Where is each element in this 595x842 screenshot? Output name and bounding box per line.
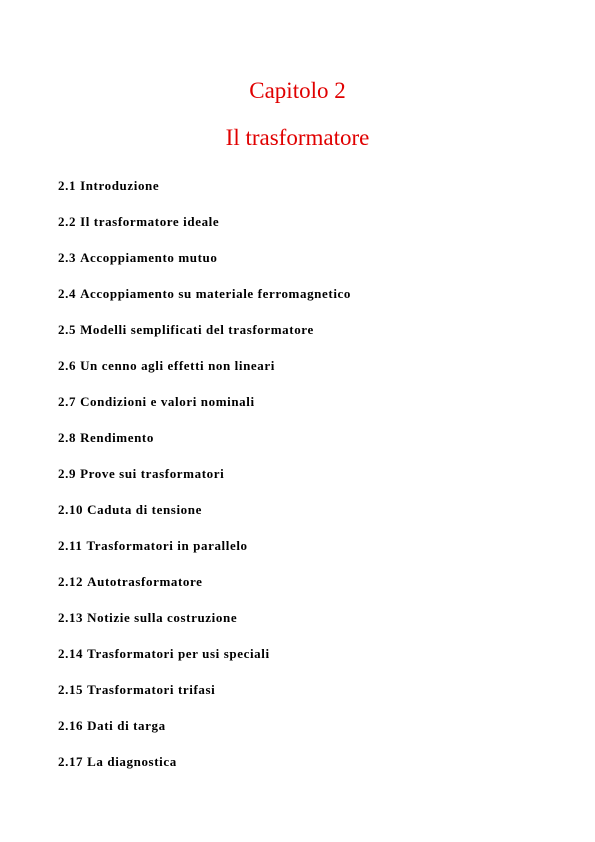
toc-item-number: 2.14	[58, 646, 84, 661]
toc-item-title: La diagnostica	[87, 754, 177, 769]
toc-item-title: Rendimento	[80, 430, 154, 445]
toc-item[interactable]	[58, 574, 351, 610]
toc-item-title: Modelli semplificati del trasformatore	[80, 322, 314, 337]
toc-item-title: Trasformatori per usi speciali	[87, 646, 270, 661]
toc-item-number: 2.9	[58, 466, 77, 481]
toc-item-number: 2.6	[58, 358, 77, 373]
toc-item[interactable]	[58, 358, 351, 394]
toc-item[interactable]	[58, 646, 351, 682]
toc-item-title: Un cenno agli effetti non lineari	[80, 358, 275, 373]
toc-item-number: 2.7	[58, 394, 77, 409]
toc-item-number: 2.15	[58, 682, 84, 697]
toc-item[interactable]	[58, 178, 351, 214]
toc-item-title: Il trasformatore ideale	[80, 214, 220, 229]
toc-item-title: Accoppiamento su materiale ferromagnetico	[80, 286, 351, 301]
toc-item-title: Dati di targa	[87, 718, 166, 733]
toc-item-title: Trasformatori in parallelo	[86, 538, 248, 553]
toc-item-number: 2.2	[58, 214, 77, 229]
toc-item[interactable]	[58, 754, 351, 790]
toc-item-title: Accoppiamento mutuo	[80, 250, 218, 265]
toc-item-title: Notizie sulla costruzione	[87, 610, 238, 625]
toc-item-number: 2.10	[58, 502, 84, 517]
toc-item-number: 2.5	[58, 322, 77, 337]
toc-item[interactable]	[58, 502, 351, 538]
toc-item-title: Trasformatori trifasi	[87, 682, 216, 697]
chapter-number: Capitolo 2	[249, 78, 346, 103]
toc-item-number: 2.12	[58, 574, 84, 589]
toc-item-title: Prove sui trasformatori	[80, 466, 225, 481]
toc-item-number: 2.4	[58, 286, 77, 301]
toc-item-number: 2.8	[58, 430, 77, 445]
toc-item-number: 2.16	[58, 718, 84, 733]
toc-item[interactable]	[58, 322, 351, 358]
toc-item-title: Condizioni e valori nominali	[80, 394, 255, 409]
toc-item[interactable]	[58, 250, 351, 286]
toc-item[interactable]	[58, 538, 351, 574]
toc-item-number: 2.13	[58, 610, 84, 625]
toc-item-title: Autotrasformatore	[87, 574, 203, 589]
chapter-title: Il trasformatore	[225, 125, 370, 150]
toc-item[interactable]	[58, 394, 351, 430]
toc-item-number: 2.11	[58, 538, 83, 553]
toc-item-number: 2.17	[58, 754, 84, 769]
toc-item-title: Introduzione	[80, 178, 160, 193]
toc-item[interactable]	[58, 466, 351, 502]
toc-item[interactable]	[58, 610, 351, 646]
toc-item-number: 2.1	[58, 178, 77, 193]
toc-item[interactable]	[58, 718, 351, 754]
toc-item-number: 2.3	[58, 250, 77, 265]
table-of-contents	[58, 178, 351, 790]
toc-item[interactable]	[58, 430, 351, 466]
toc-item-title: Caduta di tensione	[87, 502, 202, 517]
toc-item[interactable]	[58, 682, 351, 718]
toc-item[interactable]	[58, 214, 351, 250]
toc-item[interactable]	[58, 286, 351, 322]
